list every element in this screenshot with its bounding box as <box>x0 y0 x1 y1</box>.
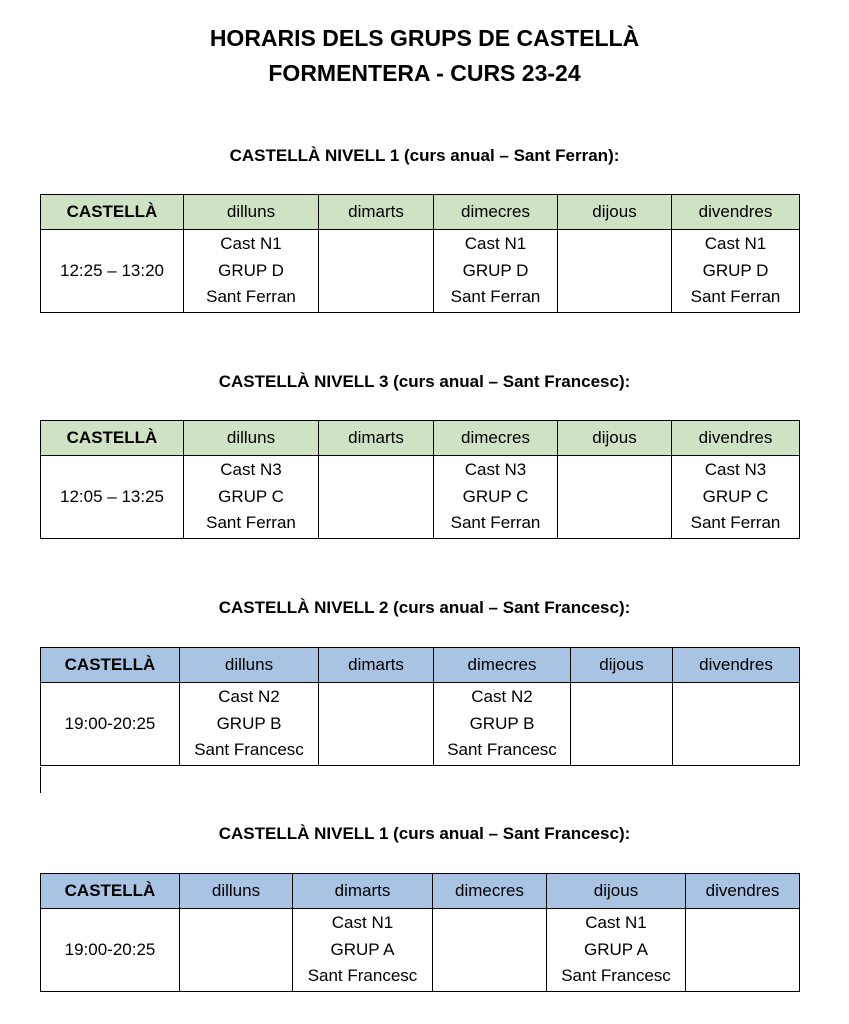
column-header: dimarts <box>293 874 433 909</box>
location: Sant Ferran <box>450 513 541 533</box>
location: Sant Francesc <box>447 740 557 760</box>
schedule-cell <box>547 909 686 992</box>
column-header: dimarts <box>319 648 434 683</box>
column-header: dilluns <box>184 195 319 230</box>
column-header: CASTELLÀ <box>41 195 184 230</box>
schedule-cell-empty <box>558 230 672 313</box>
class-name: Cast N1 <box>585 913 647 933</box>
column-header: dilluns <box>180 648 319 683</box>
column-header: divendres <box>672 195 800 230</box>
schedule-cell <box>672 456 800 539</box>
location: Sant Ferran <box>206 287 296 307</box>
column-header: dimecres <box>433 874 547 909</box>
column-header: CASTELLÀ <box>41 874 180 909</box>
column-header: dilluns <box>180 874 293 909</box>
schedule-cell-empty <box>686 909 800 992</box>
column-header: dijous <box>558 421 672 456</box>
table-border-stub <box>40 767 41 793</box>
table-header-row <box>41 195 800 230</box>
time-slot: 12:25 – 13:20 <box>41 230 184 313</box>
time-slot: 19:00-20:25 <box>41 909 180 992</box>
column-header: divendres <box>686 874 800 909</box>
document-title-line2: FORMENTERA - CURS 23-24 <box>268 60 581 86</box>
schedule-table-nivell1-sant-ferran <box>40 194 800 313</box>
class-name: Cast N2 <box>218 687 280 707</box>
schedule-table-nivell1-sant-francesc <box>40 873 800 992</box>
column-header: dilluns <box>184 421 319 456</box>
schedule-cell <box>293 909 433 992</box>
schedule-cell-empty <box>180 909 293 992</box>
class-name: Cast N3 <box>220 460 282 480</box>
schedule-cell-empty <box>433 909 547 992</box>
column-header: dimarts <box>319 195 434 230</box>
column-header: dimecres <box>434 195 558 230</box>
section-heading-nivell1-sant-francesc: CASTELLÀ NIVELL 1 (curs anual – Sant Francesc): <box>218 824 631 843</box>
table-header-row <box>41 648 800 683</box>
location: Sant Ferran <box>690 287 781 307</box>
schedule-cell-empty <box>571 683 673 766</box>
class-name: Cast N3 <box>704 460 767 480</box>
schedule-cell <box>434 230 558 313</box>
class-name: Cast N1 <box>331 913 394 933</box>
location: Sant Ferran <box>206 513 296 533</box>
column-header: dijous <box>571 648 673 683</box>
group-name: GRUP B <box>216 713 282 733</box>
document-title-line1: HORARIS DELS GRUPS DE CASTELLÀ <box>209 25 640 51</box>
class-name: Cast N1 <box>704 234 767 254</box>
table-header-row <box>41 874 800 909</box>
schedule-cell-empty <box>319 230 434 313</box>
location: Sant Francesc <box>194 740 304 760</box>
class-name: Cast N2 <box>471 687 533 707</box>
section-heading-nivell2-sant-francesc: CASTELLÀ NIVELL 2 (curs anual – Sant Francesc): <box>218 598 631 617</box>
column-header: CASTELLÀ <box>41 421 184 456</box>
column-header: divendres <box>673 648 800 683</box>
time-slot: 12:05 – 13:25 <box>41 456 184 539</box>
location: Sant Ferran <box>690 513 781 533</box>
schedule-cell <box>184 456 319 539</box>
schedule-cell <box>672 230 800 313</box>
section-heading-nivell1-sant-ferran: CASTELLÀ NIVELL 1 (curs anual – Sant Ferran): <box>229 146 620 165</box>
column-header: dimecres <box>434 648 571 683</box>
schedule-table-nivell2-sant-francesc <box>40 647 800 766</box>
group-name: GRUP A <box>330 939 395 959</box>
section-heading-nivell3-sant-francesc: CASTELLÀ NIVELL 3 (curs anual – Sant Francesc): <box>218 372 631 391</box>
location: Sant Ferran <box>450 287 541 307</box>
group-name: GRUP C <box>218 486 284 506</box>
group-name: GRUP C <box>702 486 769 506</box>
group-name: GRUP A <box>584 939 648 959</box>
column-header: divendres <box>672 421 800 456</box>
table-row <box>41 456 800 539</box>
column-header: dimecres <box>434 421 558 456</box>
table-row <box>41 230 800 313</box>
location: Sant Francesc <box>561 966 671 986</box>
schedule-cell <box>434 456 558 539</box>
group-name: GRUP C <box>462 486 529 506</box>
schedule-cell-empty <box>319 456 434 539</box>
schedule-cell-empty <box>558 456 672 539</box>
schedule-table-nivell3-sant-francesc <box>40 420 800 539</box>
table-header-row <box>41 421 800 456</box>
location: Sant Francesc <box>307 966 418 986</box>
schedule-cell <box>180 683 319 766</box>
column-header: dimarts <box>319 421 434 456</box>
column-header: dijous <box>547 874 686 909</box>
schedule-cell <box>434 683 571 766</box>
group-name: GRUP B <box>469 713 535 733</box>
column-header: dijous <box>558 195 672 230</box>
table-row <box>41 909 800 992</box>
schedule-cell-empty <box>319 683 434 766</box>
time-slot: 19:00-20:25 <box>41 683 180 766</box>
schedule-cell <box>184 230 319 313</box>
table-row <box>41 683 800 766</box>
class-name: Cast N1 <box>464 234 527 254</box>
class-name: Cast N1 <box>220 234 282 254</box>
schedule-cell-empty <box>673 683 800 766</box>
group-name: GRUP D <box>462 260 529 280</box>
group-name: GRUP D <box>218 260 284 280</box>
group-name: GRUP D <box>702 260 769 280</box>
class-name: Cast N3 <box>464 460 527 480</box>
column-header: CASTELLÀ <box>41 648 180 683</box>
